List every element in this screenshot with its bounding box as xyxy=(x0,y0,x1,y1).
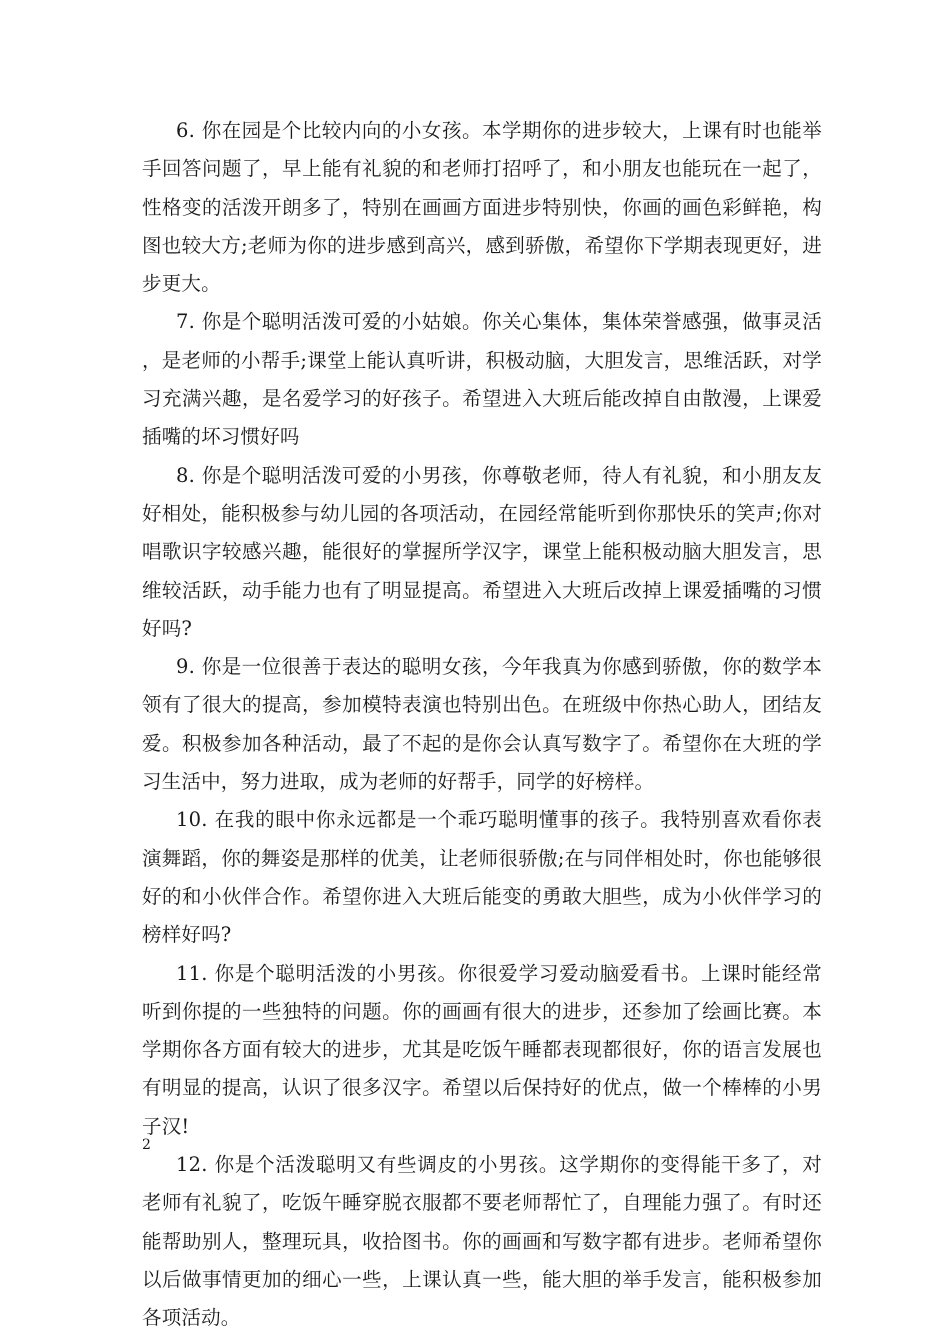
page-number: 2 xyxy=(142,1137,151,1153)
comment-paragraph-6: 6. 你在园是个比较内向的小女孩。本学期你的进步较大，上课有时也能举手回答问题了，早上能有礼貌的和老师打招呼了，和小朋友也能玩在一起了，性格变的活泼开朗多了，特别在画画方面进步特别快，你画的画色彩鲜艳，构图也较大方;老师为你的进步感到高兴，感到骄傲，希望你下学期表现更好，进步更大。 xyxy=(142,119,822,296)
document-body xyxy=(142,112,822,1338)
comment-paragraph-12: 12. 你是个活泼聪明又有些调皮的小男孩。这学期你的变得能干多了，对老师有礼貌了，吃饭午睡穿脱衣服都不要老师帮忙了，自理能力强了。有时还能帮助别人，整理玩具，收拾图书。你的画画和写数字都有进步。老师希望你以后做事情更加的细心一些，上课认真一些，能大胆的举手发言，能积极参加各项活动。 xyxy=(142,1153,822,1330)
comment-paragraph-11: 11. 你是个聪明活泼的小男孩。你很爱学习爱动脑爱看书。上课时能经常听到你提的一些独特的问题。你的画画有很大的进步，还参加了绘画比赛。本学期你各方面有较大的进步，尤其是吃饭午睡都表现都很好，你的语言发展也有明显的提高，认识了很多汉字。希望以后保持好的优点，做一个棒棒的小男子汉! xyxy=(142,961,822,1138)
comment-paragraph-7: 7. 你是个聪明活泼可爱的小姑娘。你关心集体，集体荣誉感强，做事灵活，是老师的小帮手;课堂上能认真听讲，积极动脑，大胆发言，思维活跃，对学习充满兴趣，是名爱学习的好孩子。希望进入大班后能改掉自由散漫，上课爱插嘴的坏习惯好吗 xyxy=(142,310,822,449)
comment-paragraph-8: 8. 你是个聪明活泼可爱的小男孩，你尊敬老师，待人有礼貌，和小朋友友好相处，能积极参与幼儿园的各项活动，在园经常能听到你那快乐的笑声;你对唱歌识字较感兴趣，能很好的掌握所学汉字，课堂上能积极动脑大胆发言，思维较活跃，动手能力也有了明显提高。希望进入大班后改掉上课爱插嘴的习惯好吗? xyxy=(142,463,822,640)
comment-paragraph-10: 10. 在我的眼中你永远都是一个乖巧聪明懂事的孩子。我特别喜欢看你表演舞蹈，你的舞姿是那样的优美，让老师很骄傲;在与同伴相处时，你也能够很好的和小伙伴合作。希望你进入大班后能变的勇敢大胆些，成为小伙伴学习的榜样好吗? xyxy=(142,808,822,947)
comment-paragraph-9: 9. 你是一位很善于表达的聪明女孩，今年我真为你感到骄傲，你的数学本领有了很大的提高，参加模特表演也特别出色。在班级中你热心助人，团结友爱。积极参加各种活动，最了不起的是你会认真写数字了。希望你在大班的学习生活中，努力进取，成为老师的好帮手，同学的好榜样。 xyxy=(142,655,822,794)
